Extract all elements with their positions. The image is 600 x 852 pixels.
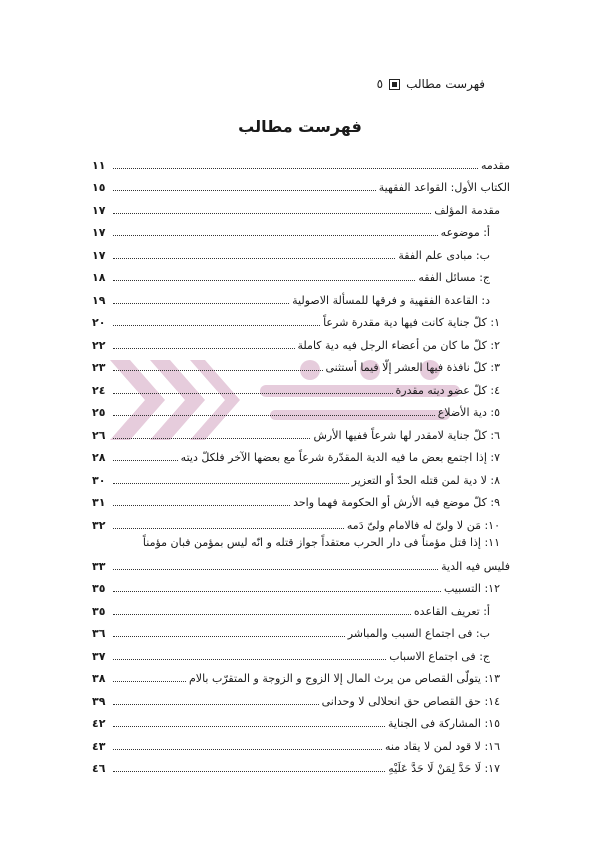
toc-entry-page: ٢٨ <box>92 451 106 464</box>
toc-entry-title: أ: تعریف القاعده <box>413 604 490 618</box>
toc-entry-page: ٤٢ <box>92 717 106 730</box>
toc-entry-page: ٢٤ <box>92 383 106 397</box>
dot-leader <box>113 167 478 169</box>
toc-entry-title: أ: موضوعه <box>440 226 490 239</box>
toc-entry-page: ٣٥ <box>92 604 106 618</box>
dot-leader <box>113 302 289 304</box>
toc-entry-title: ١٧: لَا حَدَّ لِمَنْ لَا حَدَّ عَلَیْهِ <box>388 762 500 775</box>
toc-entry-page: ١٨ <box>92 271 106 284</box>
toc-entry <box>92 263 510 286</box>
toc-entry-page: ١٧ <box>92 226 106 239</box>
toc-entry <box>92 398 510 421</box>
toc-entry <box>92 308 510 331</box>
toc-entry <box>92 443 510 466</box>
dot-leader <box>113 770 385 772</box>
toc-entry-page: ٤٣ <box>92 739 106 753</box>
dot-leader <box>113 324 320 326</box>
toc-entry-title: د: القاعدة الفقهیة و فرقها للمسألة الاصولیة <box>292 293 490 307</box>
toc-entry <box>92 533 510 574</box>
toc-entry-page: ٣٢ <box>92 518 106 532</box>
toc-entry <box>92 664 510 687</box>
toc-entry-title: مقدمه <box>480 158 510 172</box>
toc-entry-title: ١٣: یتولّی القصاص من یرث المال إلا الزوج و الزوجة و المتقرّب بالام <box>188 672 500 685</box>
square-bullet-icon <box>389 79 400 90</box>
toc-entry-title: ١١: إذا قتل مؤمناً فی دار الحرب معتقداً جواز قتله و انّه لیس بمؤمن فبان مؤمناً <box>142 535 500 549</box>
toc-entry <box>92 574 510 597</box>
toc-entry-title: ٤: کلّ عضو دیته مقدرة <box>395 383 500 397</box>
toc-entry <box>92 173 510 196</box>
toc-entry-title: ٨: لا دیة لمن قتله الحدّ أو التعزیر <box>351 473 500 487</box>
dot-leader <box>113 613 411 615</box>
toc-entry <box>92 686 510 709</box>
dot-leader <box>113 257 395 259</box>
toc-entry-page: ٤٦ <box>92 762 106 775</box>
toc-entry-page: ٢٠ <box>92 316 106 329</box>
toc-entry <box>92 596 510 619</box>
toc-entry <box>92 488 510 511</box>
toc-entry-title-continued: فلیس فیه الدیة <box>441 559 510 573</box>
toc-entry <box>92 150 510 173</box>
header-title: فهرست مطالب <box>406 77 485 91</box>
table-of-contents <box>92 150 510 776</box>
toc-entry <box>92 330 510 353</box>
toc-entry-title: ١٦: لا قود لمن لا یقاد منه <box>385 739 500 753</box>
toc-entry-title: ٦: کلّ جنایة لامقدر لها شرعاً ففیها الأرش <box>313 428 500 442</box>
toc-entry-page: ٣٧ <box>92 649 106 663</box>
toc-entry-title: ٩: کلّ موضع فیه الأرش أو الحکومة فهما واحد <box>293 496 500 509</box>
page-title: فهرست مطالب <box>238 117 362 136</box>
toc-entry-title: ٢: کلّ ما کان من أعضاء الرجل فیه دیة کاملة <box>297 338 500 352</box>
toc-entry-page: ٣٦ <box>92 627 106 640</box>
toc-entry-title: ١: کلّ جنایة کانت فیها دیة مقدرة شرعاً <box>323 316 500 329</box>
dot-leader <box>113 590 441 592</box>
dot-leader <box>113 527 344 529</box>
toc-entry <box>92 731 510 754</box>
toc-entry-page: ٣٨ <box>92 672 106 685</box>
toc-entry <box>92 709 510 732</box>
toc-entry <box>92 420 510 443</box>
dot-leader <box>113 504 290 506</box>
toc-entry <box>92 353 510 376</box>
toc-entry-page: ٢٢ <box>92 338 106 352</box>
toc-entry-title: ٧: إذا اجتمع بعض ما فیه الدیة المقدّرة شرعاً مع بعضها الآخر فلکلّ دیته <box>180 451 500 464</box>
toc-entry-title: ج: مسائل الفقه <box>418 271 490 284</box>
toc-entry <box>92 754 510 777</box>
dot-leader <box>113 482 349 484</box>
toc-entry-page: ٢٥ <box>92 406 106 419</box>
header-page-number: ٥ <box>376 77 384 91</box>
toc-entry <box>92 285 510 308</box>
running-header <box>377 77 485 91</box>
dot-leader <box>113 414 435 416</box>
dot-leader <box>113 437 310 439</box>
dot-leader <box>113 725 385 727</box>
dot-leader <box>113 234 438 236</box>
toc-entry-title: ب: فی اجتماع السبب والمباشر <box>347 627 490 640</box>
toc-entry-title: الکتاب الأول: القواعد الفقهیة <box>378 181 510 194</box>
toc-entry-page: ٣٩ <box>92 694 106 708</box>
toc-entry-page: ٣٥ <box>92 582 106 595</box>
dot-leader <box>113 347 295 349</box>
dot-leader <box>113 392 393 394</box>
dot-leader <box>113 568 438 570</box>
toc-entry-title: ٣: کلّ نافذة فیها العشر إلّا فیما أستثنی <box>325 361 500 374</box>
toc-entry-title: ج: فی اجتماع الاسباب <box>389 649 490 663</box>
toc-entry <box>92 195 510 218</box>
dot-leader <box>113 680 186 682</box>
toc-entry-title: ١٢: التسبیب <box>443 582 500 595</box>
toc-entry-title: ٥: دیة الأضلاع <box>437 406 500 419</box>
dot-leader <box>113 189 376 191</box>
toc-entry-page: ٢٣ <box>92 361 106 374</box>
dot-leader <box>113 658 386 660</box>
toc-entry-page: ٣٠ <box>92 473 106 487</box>
toc-entry <box>92 218 510 241</box>
toc-entry-page: ٣١ <box>92 496 106 509</box>
toc-entry-title: ١٠: مَن لا ولیّ له فالامام ولیّ دَمه <box>346 518 500 532</box>
dot-leader <box>113 459 178 461</box>
toc-entry-title: مقدمة المؤلف <box>434 203 500 217</box>
toc-entry-title: ب: مبادی علم الفقة <box>398 248 490 262</box>
toc-entry-page: ١٩ <box>92 293 106 307</box>
toc-entry-title: ١٥: المشارکة فی الجنایة <box>388 717 500 730</box>
toc-entry <box>92 240 510 263</box>
toc-entry <box>92 641 510 664</box>
toc-entry-page: ١٥ <box>92 181 106 194</box>
toc-entry <box>92 465 510 488</box>
toc-entry-title: ١٤: حق القصاص حق انحلالی لا وحدانی <box>321 694 500 708</box>
toc-entry <box>92 510 510 533</box>
toc-entry-page: ٣٣ <box>92 559 106 573</box>
dot-leader <box>113 212 431 214</box>
toc-entry-page: ٢٦ <box>92 428 106 442</box>
toc-entry-page: ١٧ <box>92 203 106 217</box>
toc-entry-page: ١١ <box>92 158 106 172</box>
dot-leader <box>113 635 345 637</box>
dot-leader <box>113 703 319 705</box>
toc-entry-page: ١٧ <box>92 248 106 262</box>
dot-leader <box>113 748 382 750</box>
dot-leader <box>113 369 323 371</box>
toc-entry <box>92 619 510 642</box>
toc-entry <box>92 375 510 398</box>
dot-leader <box>113 279 415 281</box>
